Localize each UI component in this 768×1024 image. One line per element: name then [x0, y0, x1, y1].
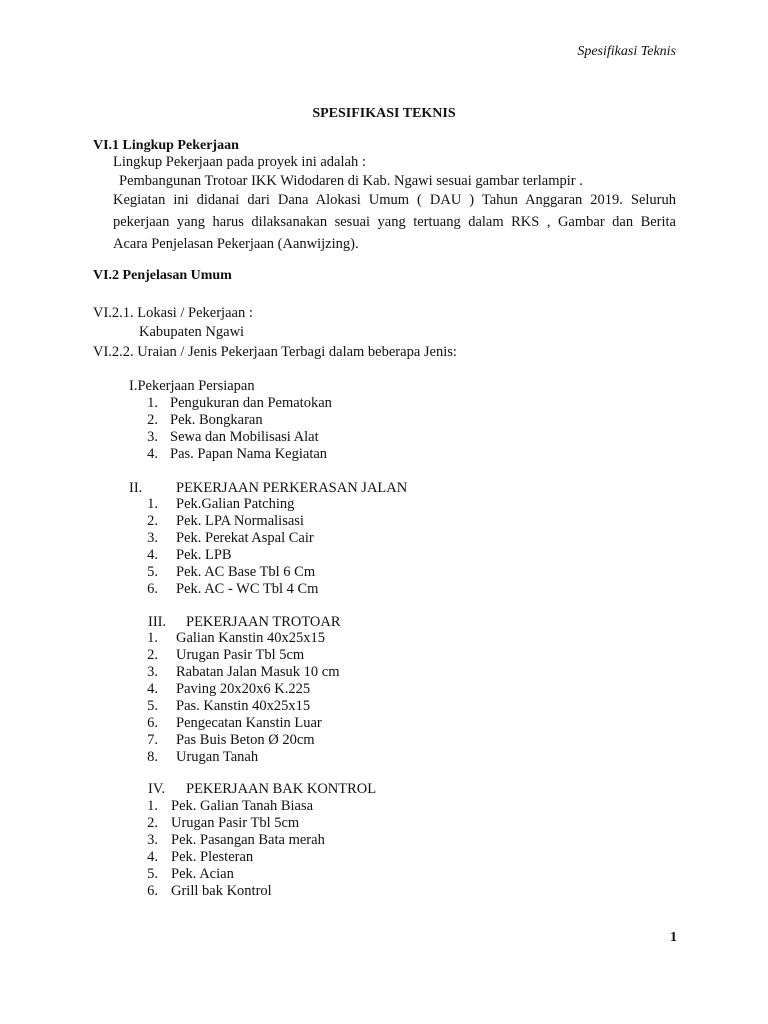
item-label: Pas Buis Beton Ø 20cm	[176, 732, 315, 748]
list-item	[0, 664, 768, 681]
item-number: 1.	[147, 630, 158, 646]
item-number: 6.	[147, 581, 158, 597]
item-number: 3.	[147, 664, 158, 680]
paragraph-line: Acara Penjelasan Pekerjaan (Aanwijzing).	[113, 236, 359, 252]
item-number: 3.	[147, 429, 158, 445]
section-heading-penjelasan: VI.2 Penjelasan Umum	[93, 268, 232, 283]
list-item	[0, 412, 768, 429]
list-item	[0, 395, 768, 412]
section-heading-lingkup: VI.1 Lingkup Pekerjaan	[93, 138, 239, 153]
item-label: Pengecatan Kanstin Luar	[176, 715, 322, 731]
group-title-persiapan: I.Pekerjaan Persiapan	[129, 378, 255, 394]
item-label: Pek. Plesteran	[171, 849, 254, 865]
item-number: 4.	[147, 849, 158, 865]
list-item	[0, 749, 768, 766]
list-item	[0, 513, 768, 530]
item-label: Rabatan Jalan Masuk 10 cm	[176, 664, 340, 680]
item-number: 2.	[147, 412, 158, 428]
lingkup-intro: Lingkup Pekerjaan pada proyek ini adalah :	[113, 154, 366, 170]
item-number: 3.	[147, 832, 158, 848]
item-number: 1.	[147, 496, 158, 512]
paragraph-line: pekerjaan yang harus dilaksanakan sesuai yang tertuang dalam RKS , Gambar dan Berita	[113, 214, 676, 230]
item-number: 6.	[147, 715, 158, 731]
list-item	[0, 429, 768, 446]
group-title-bak-kontrol: PEKERJAAN BAK KONTROL	[186, 781, 377, 797]
item-number: 2.	[147, 647, 158, 663]
list-item	[0, 564, 768, 581]
list-item	[0, 581, 768, 598]
list-item	[0, 883, 768, 900]
list-item	[0, 446, 768, 463]
list-item	[0, 798, 768, 815]
list-item	[0, 866, 768, 883]
item-number: 5.	[147, 866, 158, 882]
item-label: Urugan Pasir Tbl 5cm	[176, 647, 305, 663]
lokasi-label: VI.2.1. Lokasi / Pekerjaan :	[93, 305, 253, 321]
item-label: Galian Kanstin 40x25x15	[176, 630, 326, 646]
item-label: Pek. Perekat Aspal Cair	[176, 530, 314, 546]
item-label: Pek. Bongkaran	[170, 412, 263, 428]
item-label: Grill bak Kontrol	[171, 883, 272, 899]
list-item	[0, 815, 768, 832]
item-label: Sewa dan Mobilisasi Alat	[170, 429, 319, 445]
item-label: Pek. Pasangan Bata merah	[171, 832, 325, 848]
funding-paragraph	[113, 189, 676, 255]
uraian-label: VI.2.2. Uraian / Jenis Pekerjaan Terbagi dalam beberapa Jenis:	[93, 344, 457, 360]
list-item	[0, 496, 768, 513]
item-label: Pek. AC - WC Tbl 4 Cm	[176, 581, 319, 597]
item-label: Pek. Acian	[171, 866, 234, 882]
item-number: 3.	[147, 530, 158, 546]
list-item	[0, 715, 768, 732]
item-label: Pengukuran dan Pematokan	[170, 395, 332, 411]
list-perkerasan	[0, 496, 768, 598]
list-bak-kontrol	[0, 798, 768, 900]
list-item	[0, 547, 768, 564]
list-item	[0, 530, 768, 547]
item-number: 7.	[147, 732, 158, 748]
item-number: 5.	[147, 564, 158, 580]
project-name: Pembangunan Trotoar IKK Widodaren di Kab. Ngawi sesuai gambar terlampir .	[119, 173, 583, 189]
item-label: Pek. LPA Normalisasi	[176, 513, 304, 529]
group-roman-trotoar: III.	[148, 614, 167, 630]
list-item	[0, 849, 768, 866]
running-header: Spesifikasi Teknis	[577, 44, 676, 59]
item-number: 2.	[147, 513, 158, 529]
item-number: 4.	[147, 681, 158, 697]
group-title-perkerasan: PEKERJAAN PERKERASAN JALAN	[176, 480, 408, 496]
group-roman-bak-kontrol: IV.	[148, 781, 166, 797]
item-label: Paving 20x20x6 K.225	[176, 681, 311, 697]
list-item	[0, 698, 768, 715]
item-number: 2.	[147, 815, 158, 831]
paragraph-line: Kegiatan ini didanai dari Dana Alokasi Umum ( DAU ) Tahun Anggaran 2019. Seluruh	[113, 192, 676, 208]
item-number: 5.	[147, 698, 158, 714]
item-label: Pek. Galian Tanah Biasa	[171, 798, 314, 814]
item-label: Urugan Tanah	[176, 749, 259, 765]
item-label: Pas. Kanstin 40x25x15	[176, 698, 311, 714]
item-label: Pek.Galian Patching	[176, 496, 295, 512]
item-label: Pas. Papan Nama Kegiatan	[170, 446, 328, 462]
item-number: 8.	[147, 749, 158, 765]
item-number: 1.	[147, 798, 158, 814]
page-number: 1	[670, 930, 677, 945]
item-label: Pek. AC Base Tbl 6 Cm	[176, 564, 316, 580]
list-item	[0, 732, 768, 749]
item-label: Pek. LPB	[176, 547, 232, 563]
item-number: 4.	[147, 547, 158, 563]
list-item	[0, 647, 768, 664]
list-item	[0, 630, 768, 647]
group-title-trotoar: PEKERJAAN TROTOAR	[186, 614, 341, 630]
document-title: SPESIFIKASI TEKNIS	[312, 106, 456, 121]
list-item	[0, 681, 768, 698]
list-item	[0, 832, 768, 849]
lokasi-value: Kabupaten Ngawi	[139, 324, 245, 340]
group-roman-perkerasan: II.	[129, 480, 143, 496]
list-trotoar	[0, 630, 768, 766]
item-number: 4.	[147, 446, 158, 462]
list-persiapan	[0, 395, 768, 463]
item-number: 1.	[147, 395, 158, 411]
item-number: 6.	[147, 883, 158, 899]
item-label: Urugan Pasir Tbl 5cm	[171, 815, 300, 831]
